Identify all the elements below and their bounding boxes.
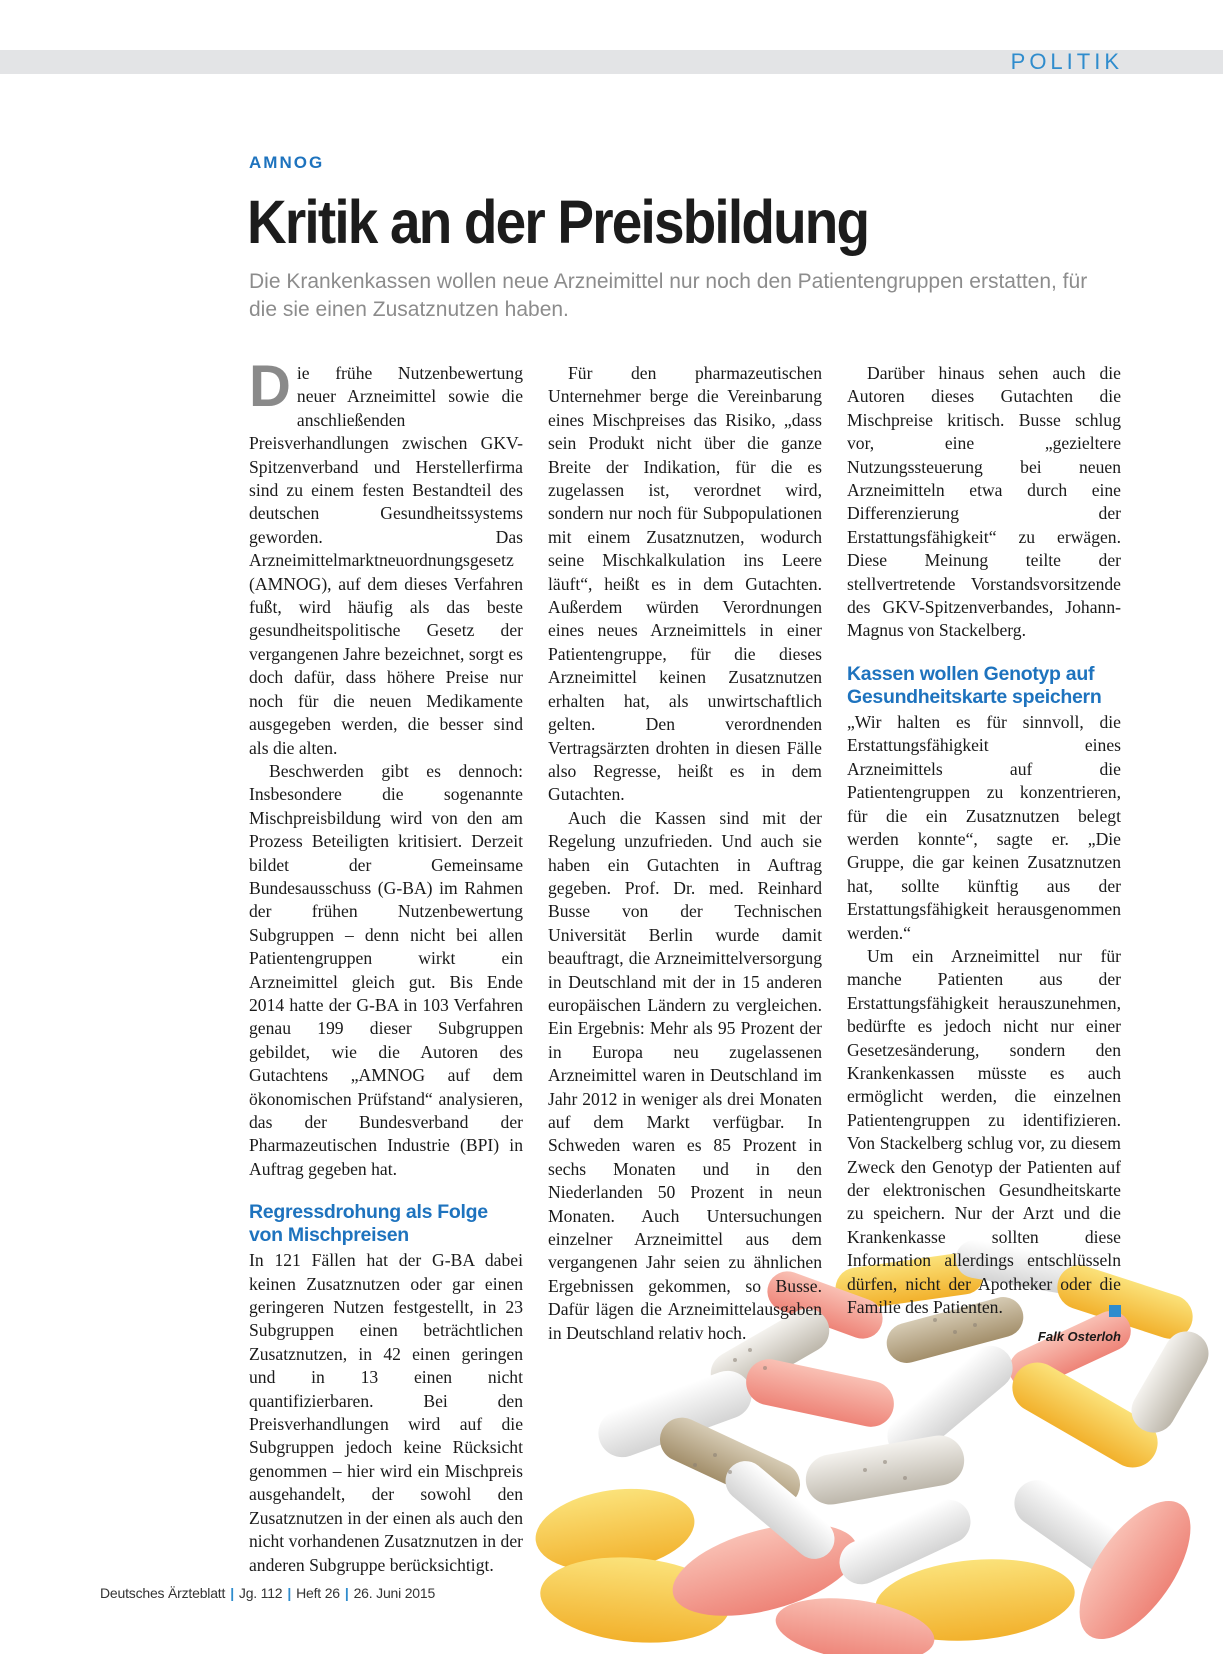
- footer-volume: Jg. 112: [238, 1585, 283, 1601]
- article-kicker: AMNOG: [249, 153, 325, 172]
- paragraph: [249, 354, 523, 760]
- paragraph: Beschwerden gibt es dennoch: Insbesondere die sogenannte Mischpreisbildung wird von den am Prozess Beteiligten kritisiert. Derzeit bildet der Gemeinsame Bundesausschuss (G-BA) im Rahmen der frühen Nutzenbewertung Subgruppen – denn nicht bei allen Patientengruppen wirkt ein Arzneimittel gleich gut. Bis Ende 2014 hatte der G-BA in 103 Verfahren genau 199 dieser Subgruppen gebildet, wie die Autoren des Gutachtens „AMNOG auf dem ökonomischen Prüfstand“ analysieren, das der Bundesverband der Pharmazeutischen Industrie (BPI) in Auftrag gegeben hat.: [249, 760, 523, 1179]
- subheading: Regressdrohung als Folge von Mischpreisen: [249, 1201, 488, 1247]
- subheading: Kassen wollen Genotyp auf Gesundheitskarte speichern: [847, 662, 1102, 708]
- text-column-3: [847, 362, 1121, 1349]
- footer-issue: Heft 26: [296, 1585, 340, 1601]
- drop-cap: D: [249, 354, 291, 419]
- end-mark-icon: [1109, 1305, 1121, 1317]
- article-standfirst: Die Krankenkassen wollen neue Arzneimittel nur noch den Patientengruppen erstatten, für die sie einen Zusatznutzen haben.: [249, 270, 1088, 321]
- page-footer: [100, 1585, 435, 1601]
- footer-date: 26. Juni 2015: [353, 1585, 436, 1601]
- footer-journal: Deutsches Ärzteblatt: [100, 1585, 226, 1601]
- paragraph: Für den pharmazeutischen Unternehmer berge die Vereinbarung eines Mischpreises das Risiko, „dass sein Produkt nicht über die ganze Breite der Indikation, für die es zugelassen ist, verordnet wird, sondern nur noch für Subpopulationen mit einem Zusatznutzen, wodurch seine Mischkalkulation ins Leere läuft“, heißt es in dem Gutachten. Außerdem würden Verordnungen eines neues Arzneimittels in einer Patientengruppe, für die dieses Arzneimittel keinen Zusatznutzen erhalten hat, als unwirtschaftlich gelten. Den verordnenden Vertragsärzten drohten in diesen Fälle also Regresse, heißt es in dem Gutachten.: [548, 363, 822, 805]
- text-column-1: [249, 354, 523, 1577]
- footer-separator: |: [287, 1585, 292, 1601]
- paragraph: Darüber hinaus sehen auch die Autoren dieses Gutachten die Mischpreise kritisch. Busse schlug vor, eine „gezieltere Nutzungssteuerung bei neuen Arzneimitteln etwa durch eine Differenzierung der Erstattungsfähigkeit“ zu erwägen. Diese Meinung teilte der stellvertretende Vorstandsvorsitzende des GKV-Spitzenverbandes, Johann-Magnus von Stackelberg.: [847, 363, 1121, 641]
- footer-separator: |: [344, 1585, 349, 1601]
- paragraph: Auch die Kassen sind mit der Regelung unzufrieden. Und auch sie haben ein Gutachten in Auftrag gegeben. Prof. Dr. med. Reinhard Busse von der Technischen Universität Berlin wurde damit beauftragt, die Arzneimittelversorgung in Deutschland mit der in 15 anderen europäischen Ländern zu vergleichen. Ein Ergebnis: Mehr als 95 Prozent der in Europa neu zugelassenen Arzneimittel waren in Deutschland im Jahr 2012 in weniger als drei Monaten auf dem Markt verfügbar. In Schweden waren es 85 Prozent in sechs Monaten und in den Niederlanden 50 Prozent in neun Monaten. Auch Untersuchungen einzelner Arzneimittel aus dem vergangenen Jahr seien zu ähnlichen Ergebnissen gekommen, so Busse. Dafür lägen die Arzneimittelausgaben in Deutschland relativ hoch.: [548, 807, 822, 1343]
- paragraph: Um ein Arzneimittel nur für manche Patienten aus der Erstattungsfähigkeit herauszunehmen, bedürfte es jedoch nicht nur einer Gesetzesänderung, sondern den Krankenkassen müsste es auch ermöglicht werden, die einzelnen Patientengruppen zu identifizieren. Von Stackelberg schlug vor, zu diesem Zweck den Genotyp der Patienten auf der elektronischen Gesundheitskarte zu speichern. Nur der Arzt und die Krankenkasse sollten diese Information allerdings entschlüsseln dürfen, nicht der Apotheker oder die Familie des Patienten.: [847, 945, 1121, 1318]
- paragraph: In 121 Fällen hat der G-BA dabei keinen Zusatznutzen oder gar einen geringeren Nutzen festgestellt, in 23 Subgruppen einen beträchtlichen Zusatznutzen, in 42 einen geringen und in 13 einen nicht quantifizierbaren. Bei den Preisverhandlungen wird auf die Subgruppen jedoch keine Rücksicht genommen – hier wird ein Mischpreis ausgehandelt, der sowohl den Zusatznutzen in der einen als auch den nicht vorhandenen Zusatznutzen in der anderen Subgruppe berücksichtigt.: [249, 1250, 523, 1575]
- article-title: Kritik an der Preisbildung: [247, 188, 869, 256]
- author-byline: Falk Osterloh: [1037, 1329, 1121, 1345]
- paragraph-text: ie frühe Nutzenbewertung neuer Arzneimittel sowie die anschließenden Preisverhandlungen zwischen GKV-Spitzenverband und Herstellerfirma sind zu einem festen Bestandteil des deutschen Gesundheitssystems geworden. Das Arzneimittelmarktneuordnungsgesetz (AMNOG), auf dem dieses Verfahren fußt, wird häufig als das beste gesundheitspolitische Gesetz der vergangenen Jahre bezeichnet, sorgt es doch dafür, dass höhere Preise nur noch für die neuen Medikamente ausgegeben werden, die besser sind als die alten.: [249, 363, 523, 758]
- paragraph: „Wir halten es für sinnvoll, die Erstattungsfähigkeit eines Arzneimittels auf die Patientengruppen zu konzentrieren, für die ein Zusatznutzen belegt werden konnte“, sagte er. „Die Gruppe, die gar keinen Zusatznutzen hat, sollte künftig aus der Erstattungsfähigkeit herausgenommen werden.“: [847, 711, 1121, 943]
- section-label: POLITIK: [1010, 49, 1123, 74]
- text-column-2: [548, 362, 822, 1345]
- footer-separator: |: [230, 1585, 234, 1601]
